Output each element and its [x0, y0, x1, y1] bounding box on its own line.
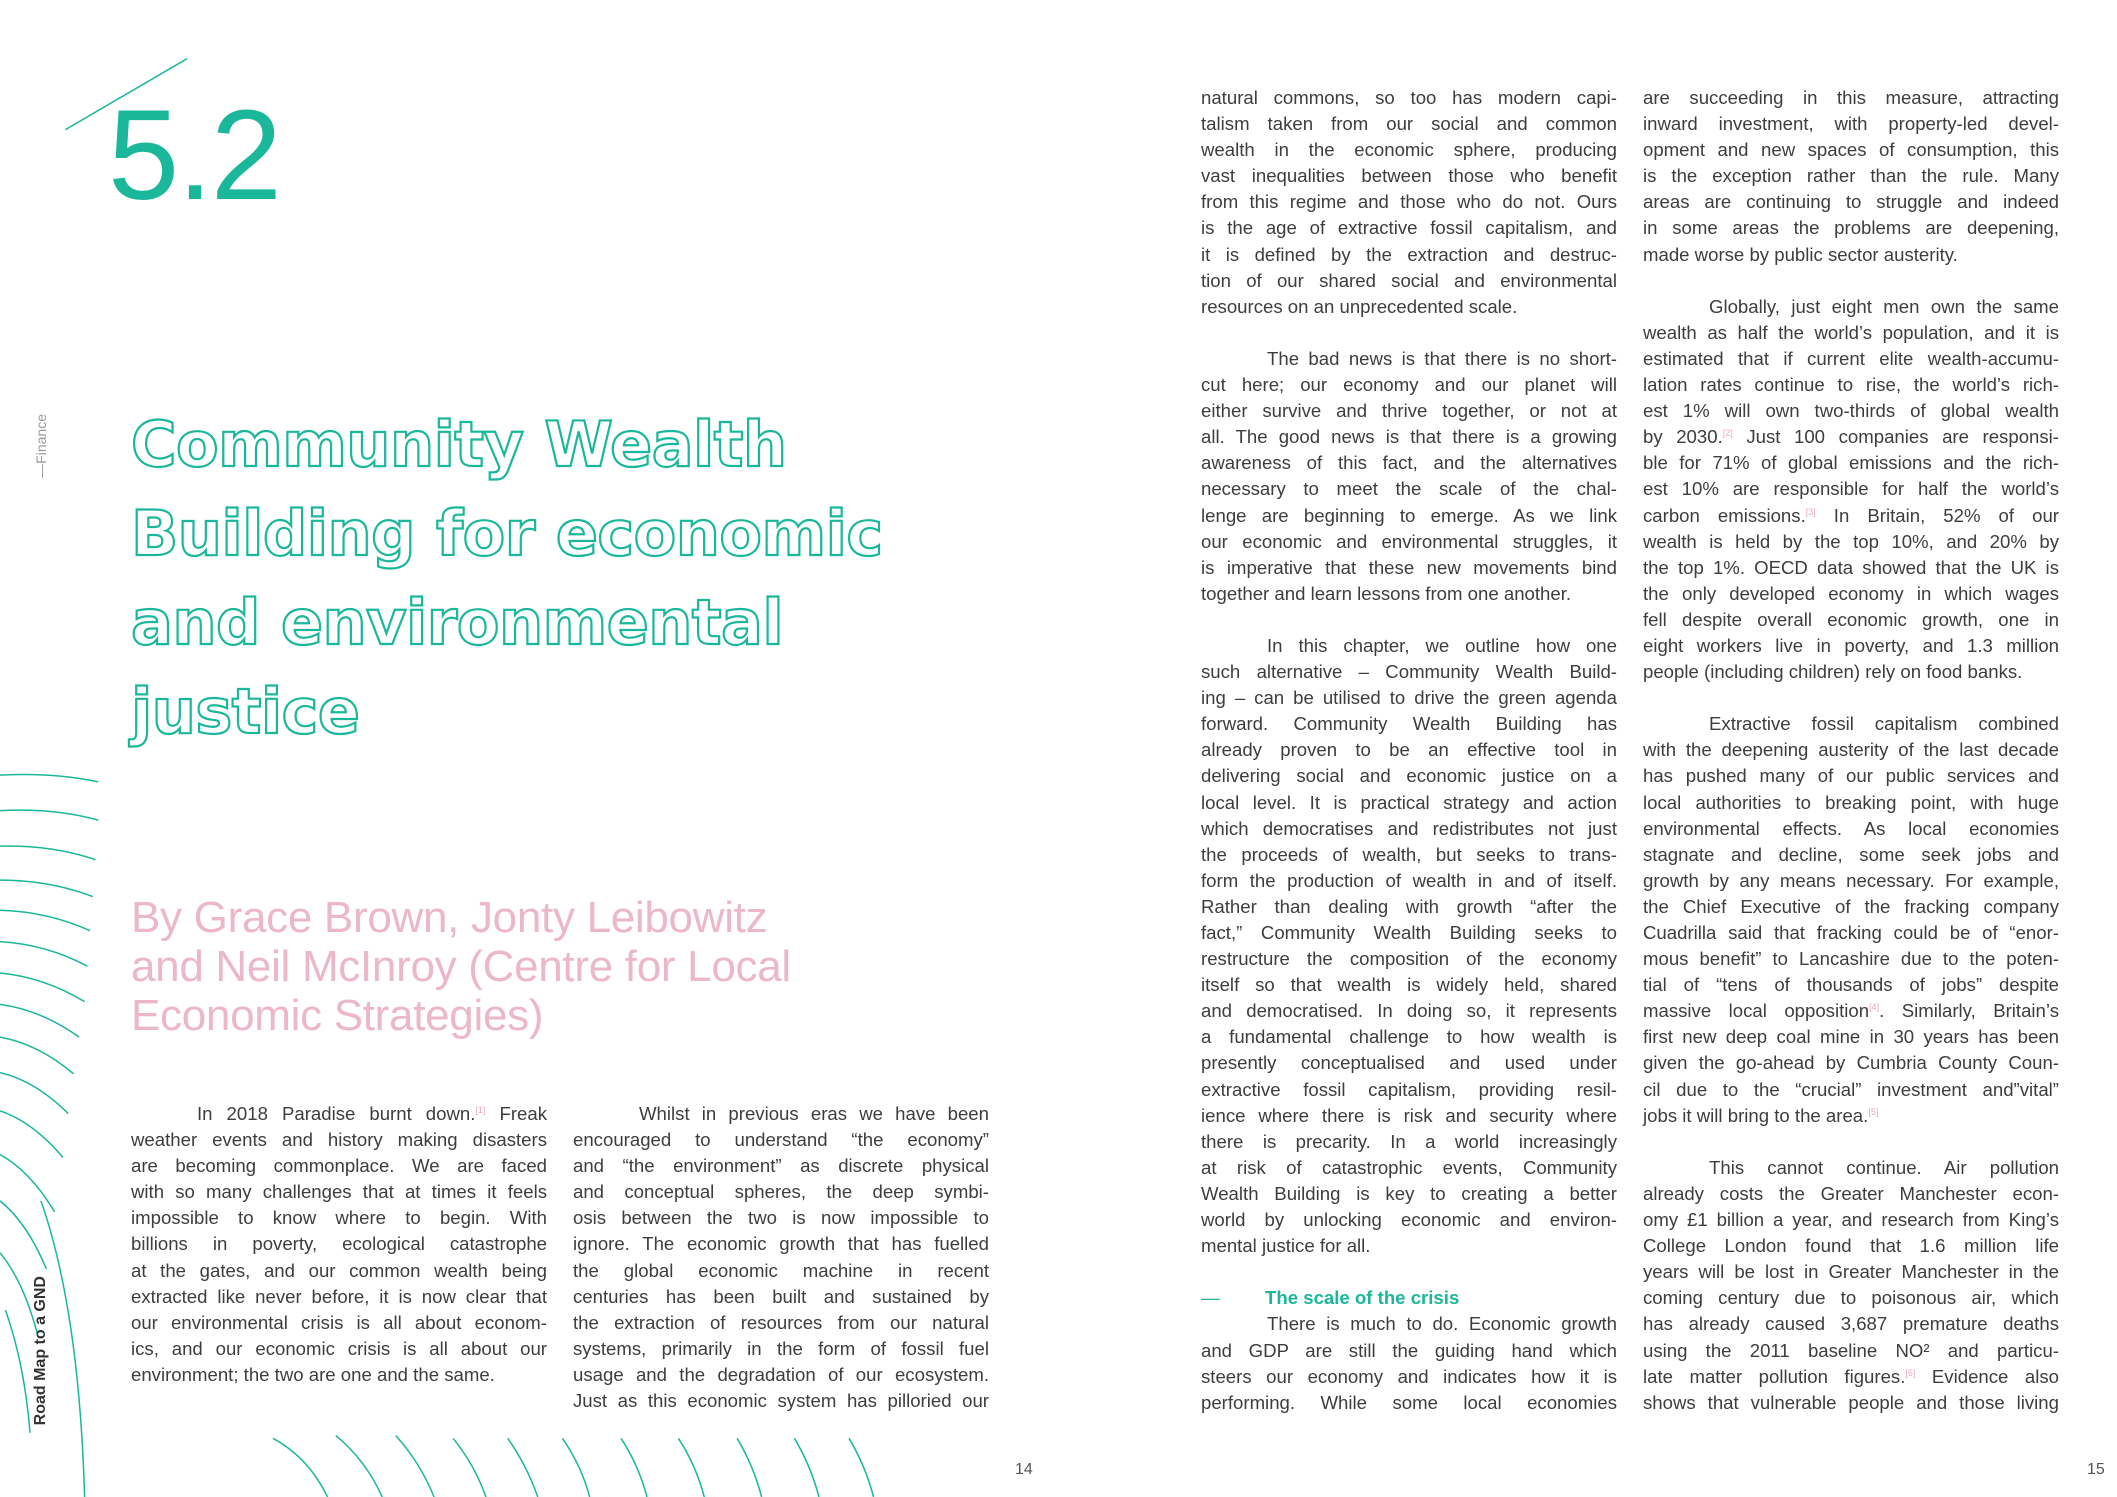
- decorative-curve: [0, 810, 98, 820]
- text-line: necessary to meet the scale of the chal-: [1201, 478, 1617, 500]
- text-line: mous benefit” to Lancashire due to the poten-: [1643, 948, 2059, 970]
- text-line: impossible to know where to begin. With: [131, 1207, 547, 1229]
- decorative-curve: [273, 1438, 328, 1497]
- text-line: This cannot continue. Air pollution: [1709, 1156, 2059, 1178]
- heading-dash: —: [1201, 1287, 1220, 1309]
- text-line: Extractive fossil capitalism combined: [1709, 713, 2059, 735]
- text-line: in some areas the problems are deepening,: [1643, 217, 2059, 239]
- text-line: such alternative – Community Wealth Build-: [1201, 661, 1617, 683]
- paragraph: [1201, 346, 1617, 607]
- decorative-curve: [0, 942, 87, 967]
- text-line: shows that vulnerable people and those living: [1643, 1391, 2059, 1413]
- text-line: and democratised. In doing so, it represents: [1201, 1000, 1617, 1022]
- decorative-curve: [0, 1154, 55, 1211]
- decorative-curve: [737, 1438, 762, 1497]
- footnote-marker[interactable]: [1]: [475, 1105, 486, 1115]
- text-line: ics, and our economic crisis is all about our: [131, 1337, 547, 1359]
- text-line: the Chief Executive of the fracking company: [1643, 895, 2059, 917]
- chapter-title: [131, 400, 1171, 756]
- text-line: ble for 71% of global emissions and the rich-: [1643, 452, 2059, 474]
- paragraph: [573, 1101, 989, 1414]
- paragraph: [1643, 85, 2059, 268]
- text-line: billions in poverty, ecological catastrophe: [131, 1233, 547, 1255]
- publication-side-label: Road Map to a GND: [32, 1276, 49, 1426]
- decorative-curve: [0, 973, 85, 1002]
- page-number-left: 14: [1015, 1461, 1033, 1478]
- text-line: systems, primarily in the form of fossil fuel: [573, 1337, 989, 1359]
- text-line: given the go-ahead by Cumbria County Coun-: [1643, 1052, 2059, 1074]
- decorative-curve: [678, 1438, 704, 1497]
- paragraph-spacer: [1201, 1259, 1617, 1285]
- text-line: tion of our shared social and environmental: [1201, 269, 1617, 291]
- paragraph: [131, 1101, 547, 1388]
- text-line: the top 1%. OECD data showed that the UK is: [1643, 556, 2059, 578]
- footnote-marker[interactable]: [5]: [1868, 1106, 1879, 1117]
- text-line: the proceeds of wealth, but seeks to trans-: [1201, 843, 1617, 865]
- text-line: using the 2011 baseline NO² and particu-: [1643, 1339, 2059, 1361]
- paragraph-spacer: [1643, 1129, 2059, 1155]
- text-line: usage and the degradation of our ecosystem.: [573, 1363, 989, 1385]
- footnote-marker[interactable]: [2]: [1722, 428, 1733, 439]
- text-line: cil due to the “crucial” investment and”vital”: [1643, 1078, 2059, 1100]
- text-line: with so many challenges that at times it feels: [131, 1181, 547, 1203]
- text-line: There is much to do. Economic growth: [1267, 1313, 1617, 1335]
- text-line: growth by any means necessary. For example,: [1643, 869, 2059, 891]
- text-line: talism taken from our social and common: [1201, 113, 1617, 135]
- text-line: either survive and thrive together, or not at: [1201, 400, 1617, 422]
- text-line: In this chapter, we outline how one: [1267, 634, 1617, 656]
- text-line: coming century due to poisonous air, which: [1643, 1287, 2059, 1309]
- text-line: tial of “tens of thousands of jobs” despite: [1643, 974, 2059, 996]
- text-line: Globally, just eight men own the same: [1709, 295, 2059, 317]
- text-line: it is defined by the extraction and destruc-: [1201, 243, 1617, 265]
- text-line: massive local opposition[4]. Similarly, Britain’s: [1643, 1000, 2059, 1022]
- text-line: and “the environment” as discrete physical: [573, 1155, 989, 1177]
- text-line: together and learn lessons from one another.: [1201, 582, 1572, 604]
- text-line: ience where there is risk and security where: [1201, 1104, 1617, 1126]
- text-line: is imperative that these new movements bind: [1201, 556, 1617, 578]
- chapter-title-line: Building for economic: [131, 497, 883, 570]
- decorative-curve: [562, 1438, 589, 1497]
- text-line: extractive fossil capitalism, providing resil-: [1201, 1078, 1617, 1100]
- text-line: environment; the two are one and the same.: [131, 1363, 495, 1385]
- text-line: the only developed economy in which wages: [1643, 582, 2059, 604]
- text-line: est 1% will own two-thirds of global wealth: [1643, 400, 2059, 422]
- page-number-right: 15: [2087, 1461, 2105, 1478]
- text-line: lenge are beginning to emerge. As we link: [1201, 504, 1617, 526]
- text-line: has pushed many of our public services and: [1643, 765, 2059, 787]
- text-line: delivering social and economic justice on a: [1201, 765, 1617, 787]
- text-column-4: [1643, 85, 2059, 1416]
- decorative-curve: [396, 1436, 434, 1497]
- text-line: with the deepening austerity of the last decade: [1643, 739, 2059, 761]
- section-number: 5.2: [108, 84, 280, 227]
- text-line: estimated that if current elite wealth-accumu-: [1643, 347, 2059, 369]
- text-line: ing – can be utilised to drive the green agenda: [1201, 687, 1617, 709]
- text-column-3: [1201, 85, 1617, 1416]
- decorative-curve: [508, 1438, 538, 1497]
- text-line: our environmental crisis is all about econom-: [131, 1311, 547, 1333]
- text-line: wealth as half the world’s population, and it is: [1643, 321, 2059, 343]
- text-line: Just as this economic system has pilloried our: [573, 1390, 989, 1412]
- paragraph-spacer: [1643, 268, 2059, 294]
- author-byline: [131, 893, 991, 1040]
- paragraph-spacer: [1201, 320, 1617, 346]
- text-line: inward investment, with property-led devel-: [1643, 113, 2059, 135]
- text-column-1: [131, 1101, 547, 1388]
- text-line: are becoming commonplace. We are faced: [131, 1155, 547, 1177]
- text-line: late matter pollution figures.[6] Evidence also: [1643, 1365, 2059, 1387]
- text-line: osis between the two is now impossible to: [573, 1207, 989, 1229]
- chapter-title-line: justice: [131, 675, 360, 748]
- text-line: our economic and environmental struggles, it: [1201, 530, 1617, 552]
- text-line: carbon emissions.[3] In Britain, 52% of our: [1643, 504, 2059, 526]
- paragraph: [1643, 1155, 2059, 1416]
- text-line: forward. Community Wealth Building has: [1201, 713, 1617, 735]
- text-line: all. The good news is that there is a growing: [1201, 426, 1617, 448]
- footnote-marker[interactable]: [3]: [1805, 506, 1816, 517]
- text-line: the extraction of resources from our natural: [573, 1311, 989, 1333]
- text-line: from this regime and those who do not. Ours: [1201, 191, 1617, 213]
- text-line: Whilst in previous eras we have been: [639, 1103, 989, 1124]
- bottom-edge-curves: [273, 1436, 874, 1497]
- decorative-curve: [0, 1037, 74, 1074]
- text-line: is the age of extractive fossil capitalism, and: [1201, 217, 1617, 239]
- decorative-curve: [5, 1310, 30, 1433]
- author-byline-line: Economic Strategies): [131, 991, 544, 1040]
- text-line: encouraged to understand “the economy”: [573, 1129, 989, 1151]
- decorative-curve: [0, 1073, 68, 1114]
- decorative-curve: [453, 1438, 486, 1497]
- text-line: local authorities to breaking point, with huge: [1643, 791, 2059, 813]
- text-line: performing. While some local economies: [1201, 1391, 1617, 1413]
- text-line: the global economic machine in recent: [573, 1259, 989, 1281]
- paragraph: [1201, 85, 1617, 320]
- text-column-2: [573, 1101, 989, 1414]
- footnote-marker[interactable]: [4]: [1869, 1002, 1880, 1013]
- text-line: years will be lost in Greater Manchester in the: [1643, 1261, 2059, 1283]
- text-line: already costs the Greater Manchester econ-: [1643, 1182, 2059, 1204]
- paragraph: [1643, 711, 2059, 1129]
- text-line: awareness of this fact, and the alternatives: [1201, 452, 1617, 474]
- text-line: at the gates, and our common wealth being: [131, 1259, 547, 1281]
- paragraph-spacer: [1201, 607, 1617, 633]
- text-line: fell despite overall economic growth, one in: [1643, 608, 2059, 630]
- text-line: first new deep coal mine in 30 years has been: [1643, 1026, 2059, 1048]
- text-line: restructure the composition of the economy: [1201, 948, 1617, 970]
- text-line: eight workers live in poverty, and 1.3 million: [1643, 634, 2059, 656]
- paragraph: [1643, 294, 2059, 685]
- text-line: The bad news is that there is no short-: [1267, 347, 1617, 369]
- text-line: College London found that 1.6 million life: [1643, 1235, 2059, 1257]
- text-line: local level. It is practical strategy and action: [1201, 791, 1617, 813]
- text-line: fact,” Community Wealth Building seeks to: [1201, 922, 1617, 943]
- text-line: In 2018 Paradise burnt down.[1] Freak: [197, 1103, 547, 1124]
- text-line: extracted like never before, it is now clear that: [131, 1285, 547, 1307]
- text-line: Wealth Building is key to creating a better: [1201, 1182, 1617, 1204]
- text-line: people (including children) rely on food banks.: [1643, 661, 2023, 683]
- chapter-title-line: Community Wealth: [131, 408, 787, 481]
- text-line: environmental effects. As local economies: [1643, 817, 2059, 839]
- decorative-curve: [0, 1004, 79, 1037]
- text-line: world by unlocking economic and environ-: [1201, 1209, 1617, 1231]
- paragraph: [1201, 633, 1617, 1259]
- decorative-curve: [0, 846, 96, 860]
- text-line: ignore. The economic growth that has fuelled: [573, 1233, 989, 1255]
- text-line: wealth in the economic sphere, producing: [1201, 139, 1617, 161]
- section-side-label: —Finance: [33, 414, 49, 478]
- text-line: itself so that wealth is widely held, shared: [1201, 974, 1617, 996]
- text-line: areas are continuing to struggle and indeed: [1643, 191, 2059, 213]
- text-line: and conceptual spheres, the deep symbi-: [573, 1181, 989, 1203]
- decorative-curve: [621, 1438, 647, 1497]
- text-line: jobs it will bring to the area.[5]: [1643, 1104, 1879, 1126]
- footnote-marker[interactable]: [6]: [1905, 1367, 1916, 1378]
- text-line: omy £1 billion a year, and research from King’s: [1643, 1209, 2059, 1231]
- text-line: has already caused 3,687 premature deaths: [1643, 1313, 2059, 1335]
- text-line: cut here; our economy and our planet will: [1201, 374, 1617, 396]
- text-line: centuries has been built and sustained by: [573, 1285, 989, 1307]
- decorative-curve: [0, 880, 93, 896]
- text-line: lation rates continue to rise, the world’s rich-: [1643, 374, 2059, 396]
- section-heading: [1201, 1285, 1617, 1311]
- decorative-curve: [0, 1111, 63, 1157]
- decorative-curve: [0, 775, 98, 782]
- text-line: Cuadrilla said that fracking could be of “enor-: [1643, 922, 2059, 943]
- text-line: made worse by public sector austerity.: [1643, 243, 1958, 265]
- text-line: stagnate and decline, some seek jobs and: [1643, 843, 2059, 865]
- text-line: there is precarity. In a world increasingly: [1201, 1130, 1617, 1152]
- text-line: and GDP are still the guiding hand which: [1201, 1339, 1617, 1361]
- text-line: mental justice for all.: [1201, 1235, 1371, 1257]
- text-line: weather events and history making disasters: [131, 1129, 547, 1151]
- decorative-curve: [0, 910, 90, 930]
- decorative-curve: [0, 1201, 46, 1269]
- text-line: are succeeding in this measure, attracting: [1643, 87, 2059, 108]
- text-line: presently conceptualised and used under: [1201, 1052, 1617, 1074]
- author-byline-line: By Grace Brown, Jonty Leibowitz: [131, 893, 768, 942]
- decorative-curve: [794, 1438, 819, 1497]
- text-line: vast inequalities between those who benefit: [1201, 165, 1617, 187]
- text-line: Rather than dealing with growth “after the: [1201, 895, 1617, 917]
- text-line: resources on an unprecedented scale.: [1201, 295, 1518, 317]
- decorative-curve: [849, 1438, 874, 1497]
- text-line: natural commons, so too has modern capi-: [1201, 87, 1617, 108]
- heading-text: The scale of the crisis: [1265, 1287, 1460, 1309]
- text-line: form the production of wealth in and of itself.: [1201, 869, 1617, 891]
- text-line: steers our economy and indicates how it is: [1201, 1365, 1617, 1387]
- text-line: by 2030.[2] Just 100 companies are responsi-: [1643, 426, 2060, 448]
- text-line: wealth is held by the top 10%, and 20% by: [1643, 530, 2059, 552]
- chapter-title-line: and environmental: [131, 586, 784, 659]
- decorative-curve: [336, 1436, 382, 1497]
- text-line: which democratises and redistributes not just: [1201, 817, 1617, 839]
- author-byline-line: and Neil McInroy (Centre for Local: [131, 942, 791, 991]
- paragraph: [1201, 1311, 1617, 1415]
- text-line: est 10% are responsible for half the world’s: [1643, 478, 2059, 500]
- paragraph-spacer: [1643, 685, 2059, 711]
- text-line: is the exception rather than the rule. Many: [1643, 165, 2059, 187]
- text-line: opment and new spaces of consumption, this: [1643, 139, 2059, 161]
- text-line: already proven to be an effective tool in: [1201, 739, 1617, 761]
- text-line: at risk of catastrophic events, Community: [1201, 1156, 1617, 1178]
- text-line: a fundamental challenge to how wealth is: [1201, 1026, 1617, 1048]
